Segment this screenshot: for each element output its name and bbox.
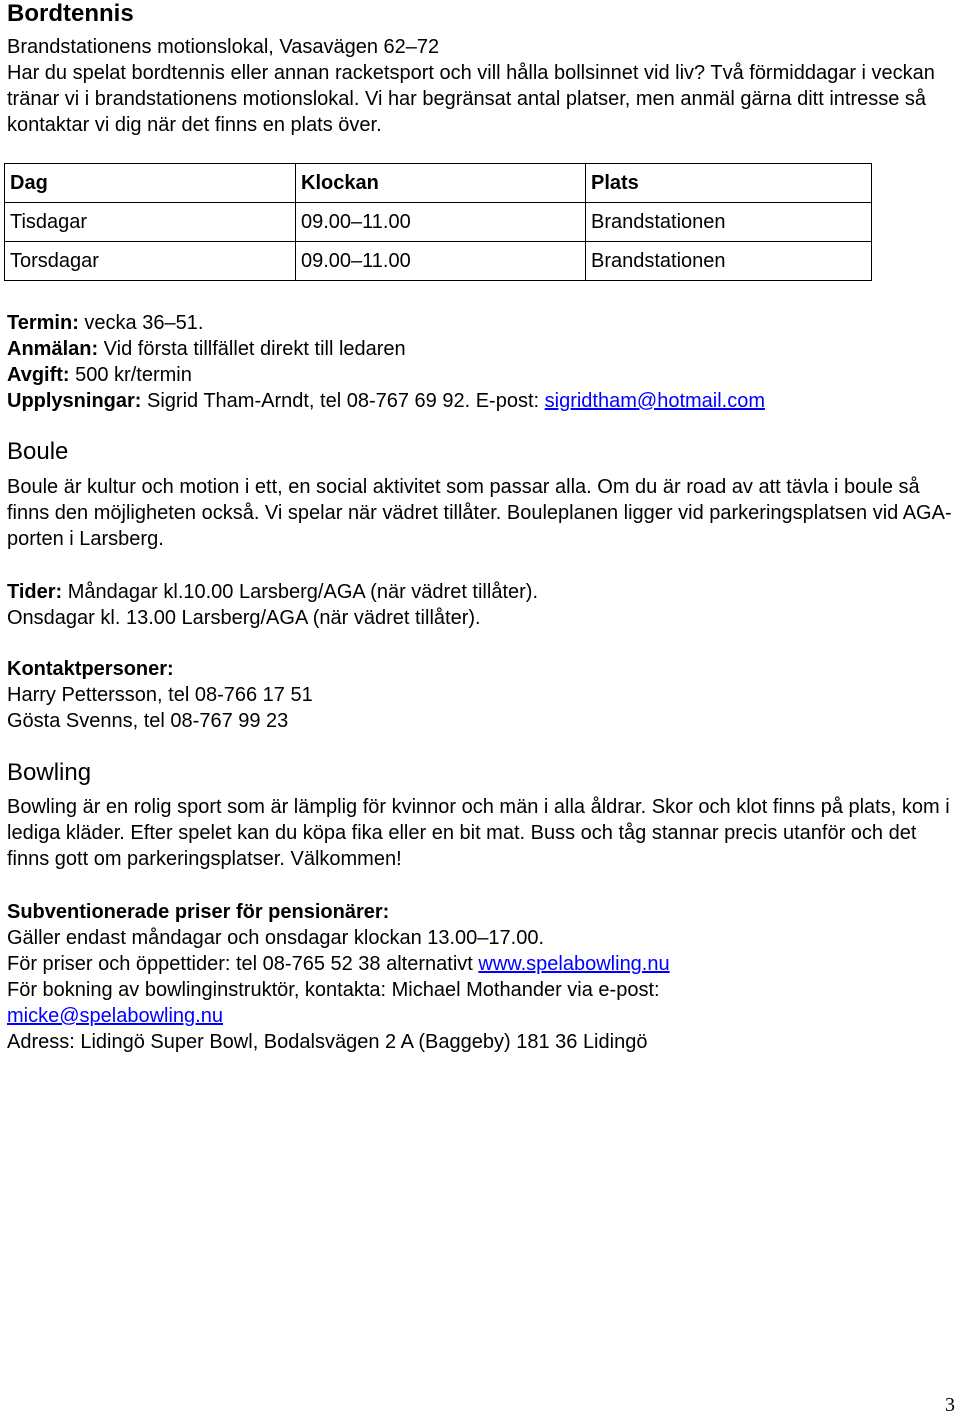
bowling-adress: Adress: Lidingö Super Bowl, Bodalsvägen 2 A (Baggeby) 181 36 Lidingö: [7, 1031, 648, 1053]
boule-tider-line-2: Onsdagar kl. 13.00 Larsberg/AGA (när vädret tillåter).: [7, 607, 481, 629]
subv-label: Subventionerade priser för pensionärer:: [7, 901, 390, 923]
upplysningar-label: Upplysningar:: [7, 390, 142, 412]
priser-line: [7, 951, 670, 977]
bordtennis-schedule-table: [4, 163, 872, 281]
page-number: 3: [945, 1394, 955, 1416]
table-header-row: [5, 164, 872, 203]
bokning-text: För bokning av bowlinginstruktör, kontakta: Michael Mothander via e-post:: [7, 979, 660, 1001]
bowling-intro: Bowling är en rolig sport som är lämplig för kvinnor och män i alla åldrar. Skor och klot finns på plats, kom i lediga kläder. Efter spelet kan du köpa fika eller en bit mat. Buss och tåg stannar precis utanför och det finns gott om parkeringsplatser. Välkommen!: [7, 796, 950, 870]
upplysningar-value: Sigrid Tham-Arndt, tel 08-767 69 92. E-post:: [141, 390, 545, 412]
bokning-email-line: [7, 1003, 223, 1029]
table-cell: Torsdagar: [5, 242, 296, 281]
kontakt-person-2: Gösta Svenns, tel 08-767 99 23: [7, 710, 289, 732]
table-row: [5, 203, 872, 242]
table-header-cell: Klockan: [296, 164, 586, 203]
bowling-heading: Bowling: [7, 759, 92, 786]
bordtennis-intro: Har du spelat bordtennis eller annan racketsport och vill hålla bollsinnet vid liv? Två förmiddagar i veckan tränar vi i brandstationens motionslokal. Vi har begränsat antal platser, men anmäl gärna ditt intresse så kontaktar vi dig när det finns en plats över.: [7, 62, 935, 136]
kontakt-person-1: Harry Pettersson, tel 08-766 17 51: [7, 684, 313, 706]
boule-heading: Boule: [7, 438, 69, 465]
anmalan-line: [7, 336, 406, 362]
table-cell: Brandstationen: [586, 203, 872, 242]
table-row: [5, 242, 872, 281]
kontakt-label: Kontaktpersoner:: [7, 658, 174, 680]
bordtennis-location: Brandstationens motionslokal, Vasavägen 62–72: [7, 36, 440, 58]
termin-value: vecka 36–51.: [78, 312, 204, 334]
table-cell: Brandstationen: [586, 242, 872, 281]
avgift-line: [7, 362, 192, 388]
bordtennis-email-link[interactable]: sigridtham@hotmail.com: [544, 390, 766, 412]
avgift-label: Avgift:: [7, 364, 70, 386]
table-cell: 09.00–11.00: [296, 242, 586, 281]
bordtennis-heading: Bordtennis: [7, 0, 134, 27]
table-header-cell: Dag: [5, 164, 296, 203]
termin-line: [7, 310, 203, 336]
termin-label: Termin:: [7, 312, 79, 334]
boule-intro: Boule är kultur och motion i ett, en social aktivitet som passar alla. Om du är road av att tävla i boule så finns den möjligheten också. Vi spelar när vädret tillåter. Bouleplanen ligger vid parkeringsplatsen vid AGA-porten i Larsberg.: [7, 476, 952, 550]
priser-text: För priser och öppettider: tel 08-765 52 38 alternativt: [7, 953, 479, 975]
avgift-value: 500 kr/termin: [69, 364, 192, 386]
bokning-email-link[interactable]: micke@spelabowling.nu: [7, 1005, 223, 1027]
table-cell: Tisdagar: [5, 203, 296, 242]
upplysningar-line: [7, 388, 765, 414]
table-header-cell: Plats: [586, 164, 872, 203]
subv-text: Gäller endast måndagar och onsdagar klockan 13.00–17.00.: [7, 927, 545, 949]
anmalan-label: Anmälan:: [7, 338, 99, 360]
spelabowling-link[interactable]: www.spelabowling.nu: [478, 953, 670, 975]
table-cell: 09.00–11.00: [296, 203, 586, 242]
anmalan-value: Vid första tillfället direkt till ledaren: [98, 338, 406, 360]
tider-label: Tider:: [7, 581, 63, 603]
boule-tider-line: [7, 579, 538, 605]
tider-value-1: Måndagar kl.10.00 Larsberg/AGA (när vädret tillåter).: [62, 581, 538, 603]
